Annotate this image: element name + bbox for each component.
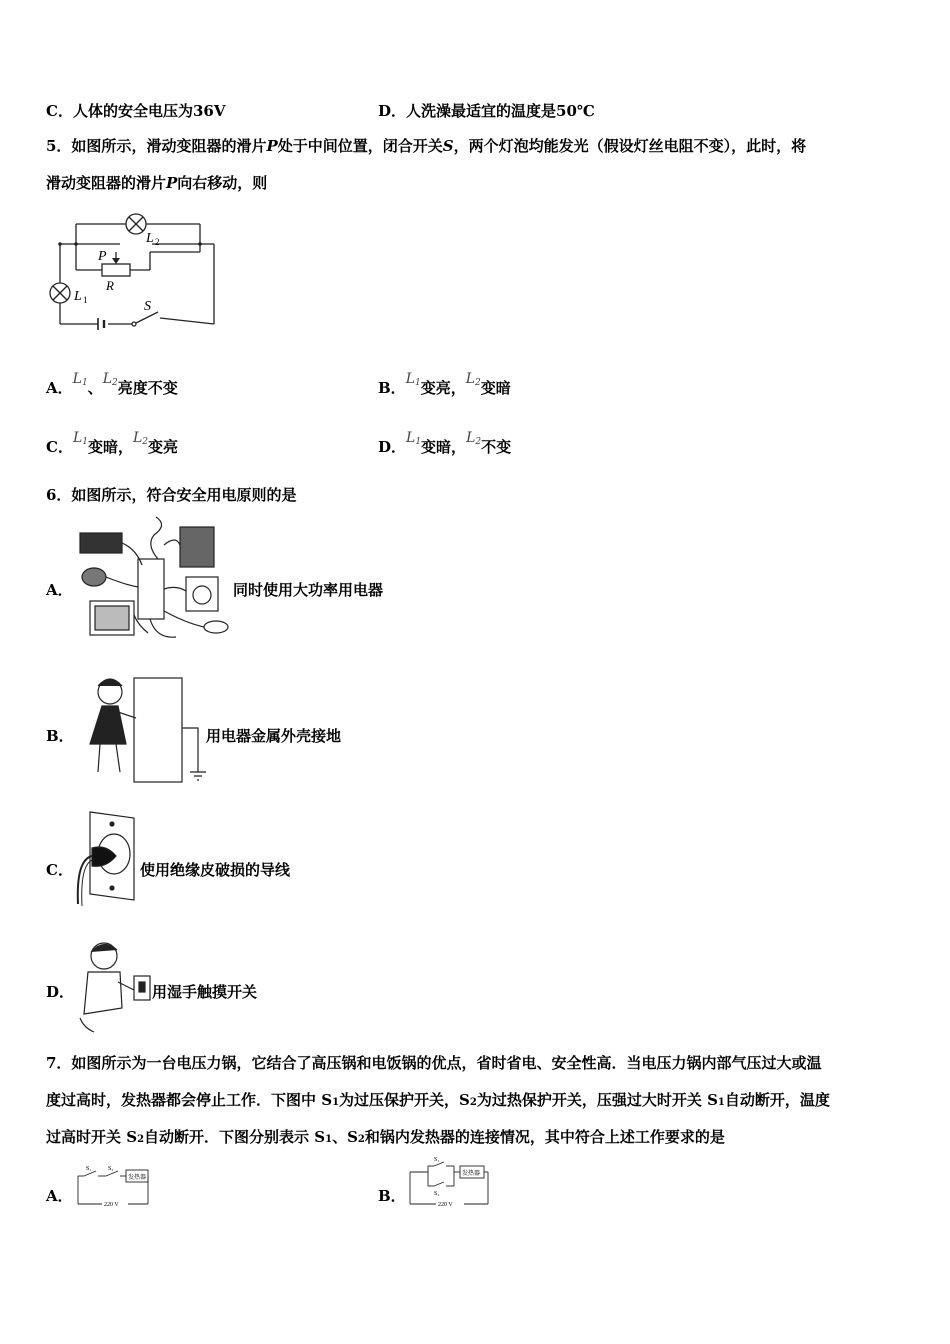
option-text: 亮度不变 (117, 379, 178, 397)
var-l2: L (465, 371, 476, 387)
q6-option-c-image (72, 808, 142, 908)
rheostat-icon (102, 264, 130, 276)
label-voltage: 220 V (104, 1202, 119, 1208)
appliance-cabinet-icon (134, 678, 182, 782)
stem-text: 自动断开，温度 (724, 1091, 830, 1109)
label-l2: L (146, 231, 154, 246)
label-voltage: 220 V (438, 1202, 453, 1208)
var-l2: L (466, 430, 476, 446)
refrigerator-icon (180, 527, 214, 567)
stem-text: 5．如图所示，滑动变阻器的滑片 (46, 137, 267, 155)
label-heater: 发热器 (128, 1174, 147, 1181)
q5-option-d (378, 430, 512, 460)
label-l1: L (74, 289, 82, 304)
option-letter: B． (378, 379, 406, 397)
stem-text: 向右移动，则 (177, 174, 268, 192)
q6-option-d-image (74, 938, 154, 1034)
q5-option-a (46, 371, 178, 401)
q7-option-b-letter: B． (378, 1187, 406, 1205)
var-l2: L (102, 371, 112, 387)
option-letter: D． (378, 102, 407, 120)
q5-option-b (378, 371, 511, 401)
var-p: P (266, 137, 278, 155)
stem-text: 为过压保护开关，S (339, 1091, 470, 1109)
var-l2-sub: 2 (111, 378, 118, 388)
option-text: 、 (87, 379, 103, 397)
var-l1: L (406, 430, 416, 446)
var-l1-sub: 1 (82, 437, 88, 447)
q6-option-a-text: 同时使用大功率用电器 (233, 581, 384, 599)
q6-option-c-letter: C． (46, 861, 73, 879)
q7-option-b-circuit (406, 1158, 492, 1210)
stem-text: 为过热保护开关，压强过大时开关 S (476, 1091, 718, 1109)
q7-option-a-letter: A． (46, 1187, 73, 1205)
var-l1: L (72, 430, 83, 446)
option-text: 变暗， (421, 438, 467, 456)
option-letter: C． (46, 438, 73, 456)
q4-option-c (46, 101, 225, 121)
stem-text: 自动断开．下图分别表示 S (144, 1128, 326, 1146)
q6-option-a-letter: A． (46, 581, 73, 599)
plug-icon (92, 847, 116, 866)
var-l2-sub: 2 (475, 437, 482, 447)
var-l2-sub: 2 (142, 437, 149, 447)
var-l1-sub: 1 (415, 437, 422, 447)
girl-dress-icon (90, 706, 126, 744)
label-l1-sub: 1 (83, 295, 88, 305)
label-s1: S₁ (434, 1157, 440, 1163)
subscript: 2 (469, 1097, 477, 1108)
q6-option-b-letter: B． (46, 727, 74, 745)
q7-option-a-circuit (76, 1164, 152, 1210)
var-l2-sub: 2 (475, 378, 481, 388)
q6-stem: 6．如图所示，符合安全用电原则的是 (46, 486, 297, 504)
var-l1-sub: 1 (414, 378, 421, 388)
stem-text: 和锅内发热器的连接情况，其中符合上述工作要求的是 (364, 1128, 725, 1146)
option-text: 变暗， (87, 438, 133, 456)
label-p: P (98, 249, 107, 264)
pot-icon (204, 621, 228, 633)
option-letter: A． (46, 379, 73, 397)
q5-option-c (46, 430, 179, 460)
q6-option-a-image (76, 515, 236, 645)
option-letter: D． (378, 438, 407, 456)
q5-stem-line1 (46, 136, 806, 156)
boy-shirt-icon (84, 972, 122, 1014)
subscript: 1 (325, 1134, 333, 1145)
option-text: 人体的安全电压为36V (72, 102, 226, 120)
var-s: S (442, 137, 454, 155)
var-l1-sub: 1 (81, 378, 88, 388)
subscript: 2 (357, 1134, 365, 1145)
power-strip-icon (138, 559, 164, 619)
stem-text: ，两个灯泡均能发光（假设灯丝电阻不变），此时，将 (453, 137, 807, 155)
var-p: P (166, 174, 178, 192)
label-s2: S₂ (108, 1166, 114, 1172)
option-text: 变亮， (420, 379, 466, 397)
subscript: 1 (717, 1097, 725, 1108)
label-heater: 发热器 (462, 1170, 481, 1177)
q6-option-c-text: 使用绝缘皮破损的导线 (140, 861, 291, 879)
label-s2: S₂ (434, 1191, 440, 1197)
microwave-icon (80, 533, 122, 553)
label-l2-sub: 2 (155, 237, 160, 247)
option-text: 变暗 (480, 379, 511, 397)
washing-machine-icon (186, 577, 218, 611)
q6-option-b-image (76, 672, 210, 788)
label-s: S (144, 299, 151, 314)
stem-text: 过高时开关 S (46, 1128, 138, 1146)
q4-option-d (378, 101, 595, 121)
stem-text: 、S (332, 1128, 358, 1146)
option-letter: C． (46, 102, 73, 120)
option-text: 变亮 (148, 438, 179, 456)
var-l2: L (133, 430, 143, 446)
q6-option-b-text: 用电器金属外壳接地 (206, 727, 342, 745)
q5-stem-line2 (46, 173, 267, 193)
stem-text: 处于中间位置，闭合开关 (277, 137, 443, 155)
subscript: 1 (332, 1097, 340, 1108)
q7-stem-line1: 7．如图所示为一台电压力锅，它结合了高压锅和电饭锅的优点，省时省电、安全性高．当电压力锅内部气压过大或温 (46, 1054, 822, 1072)
label-r: R (106, 278, 114, 293)
option-text: 人洗澡最适宜的温度是50℃ (406, 102, 595, 120)
option-text: 不变 (481, 438, 512, 456)
var-l1: L (72, 371, 82, 387)
q6-option-d-text: 用湿手触摸开关 (152, 983, 258, 1001)
q7-stem-line3 (46, 1127, 725, 1150)
stem-text: 滑动变阻器的滑片 (46, 174, 167, 192)
label-s1: S₁ (86, 1166, 92, 1172)
stem-text: 度过高时，发热器都会停止工作．下图中 S (46, 1091, 333, 1109)
var-l1: L (405, 371, 415, 387)
q7-stem-line2 (46, 1090, 830, 1113)
q6-option-d-letter: D． (46, 983, 75, 1001)
q5-circuit-diagram (40, 208, 230, 338)
fan-icon (82, 568, 106, 586)
subscript: 2 (137, 1134, 145, 1145)
